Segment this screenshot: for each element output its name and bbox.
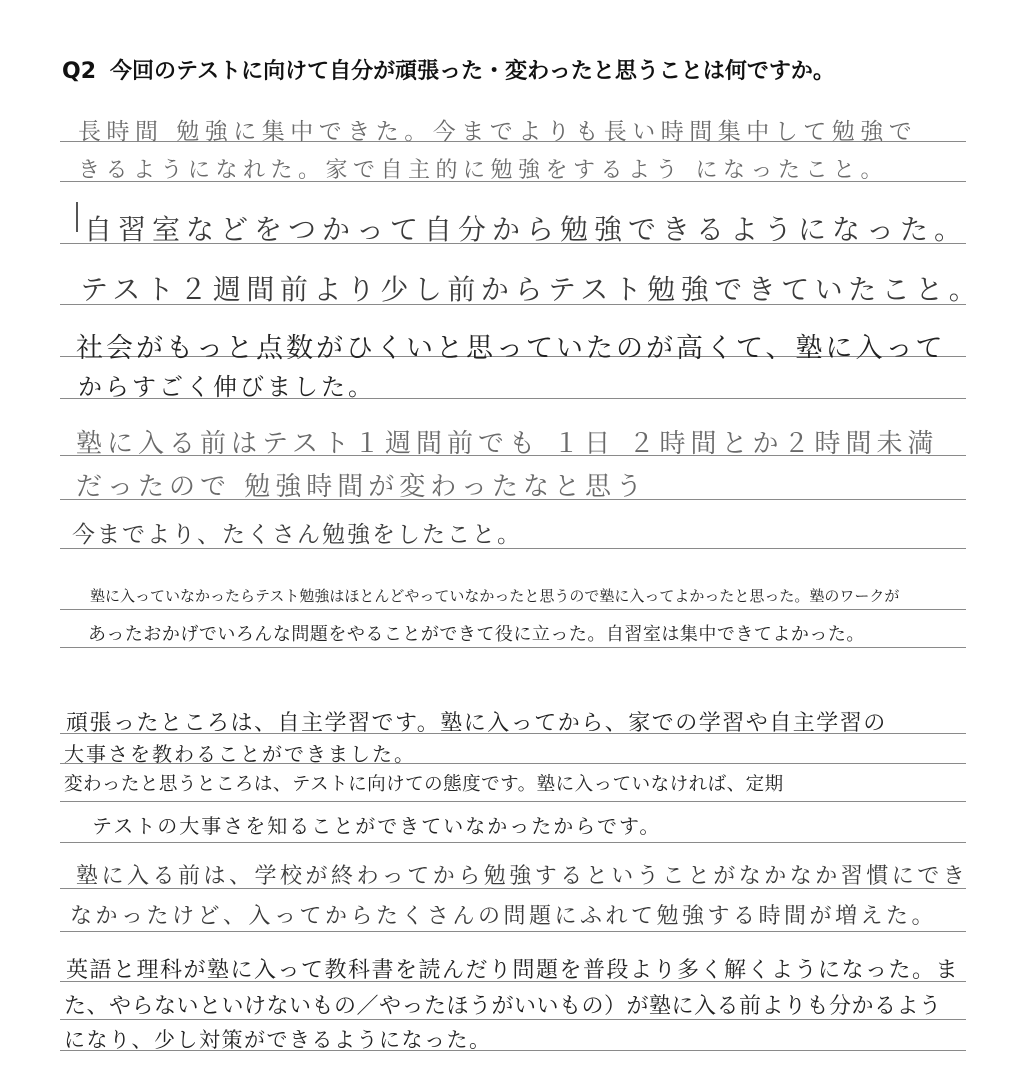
answer-line: テスト２週間前より少し前からテスト勉強できていたこと。 [80, 273, 983, 306]
question-number: Q2 [62, 59, 97, 84]
answer-line: あったおかげでいろんな問題をやることができて役に立った。自習室は集中できてよかった。 [88, 624, 865, 645]
question-text: 今回のテストに向けて自分が頑張った・変わったと思うことは何ですか。 [110, 59, 835, 84]
answer-line: 今までより、たくさん勉強をしたこと。 [72, 522, 522, 548]
answer-line: なかったけど、入ってからたくさんの問題にふれて勉強する時間が増えた。 [70, 904, 938, 929]
ruled-line [60, 801, 966, 802]
answer-line: きるようになれた。家で自主的に勉強をするよう になったこと。 [78, 158, 888, 183]
answer-line: た、やらないといけないもの／やったほうがいいもの）が塾に入る前よりも分かるよう [64, 994, 942, 1019]
answer-line: 大事さを教わることができました。 [64, 742, 416, 766]
answer-line: 頑張ったところは、自主学習です。塾に入ってから、家での学習や自主学習の [66, 711, 887, 736]
answer-line: 塾に入る前は、学校が終わってから勉強するということがなかなか習慣にでき [76, 864, 969, 889]
ruled-line [60, 647, 966, 648]
ruled-line [60, 609, 966, 610]
ruled-line [60, 931, 966, 932]
answer-line: 長時間 勉強に集中できた。今までよりも長い時間集中して勉強で [78, 119, 918, 145]
answer-line: 変わったと思うところは、テストに向けての態度です。塾に入っていなければ、定期 [64, 774, 784, 795]
answer-line: 塾に入っていなかったらテスト勉強はほとんどやっていなかったと思うので塾に入ってよかったと思った。塾のワークが [90, 587, 900, 605]
answer-line: 社会がもっと点数がひくいと思っていたのが高くて、塾に入って [76, 333, 946, 364]
pen-mark [76, 202, 78, 232]
answer-line: だったので 勉強時間が変わったなと思う [76, 472, 648, 502]
answer-line: になり、少し対策ができるようになった。 [64, 1028, 492, 1052]
ruled-line [60, 842, 966, 843]
answer-line: 自習室などをつかって自分から勉強できるようになった。 [84, 213, 969, 246]
answer-line: 英語と理科が塾に入って教科書を読んだり問題を普段より多く解くようになった。ま [66, 958, 960, 983]
answer-line: からすごく伸びました。 [78, 373, 375, 401]
answer-line: 塾に入る前はテスト１週間前でも １日 ２時間とか２時間未満 [76, 429, 939, 459]
question-heading [62, 54, 962, 85]
answer-line: テストの大事さを知ることができていなかったからです。 [92, 814, 662, 838]
